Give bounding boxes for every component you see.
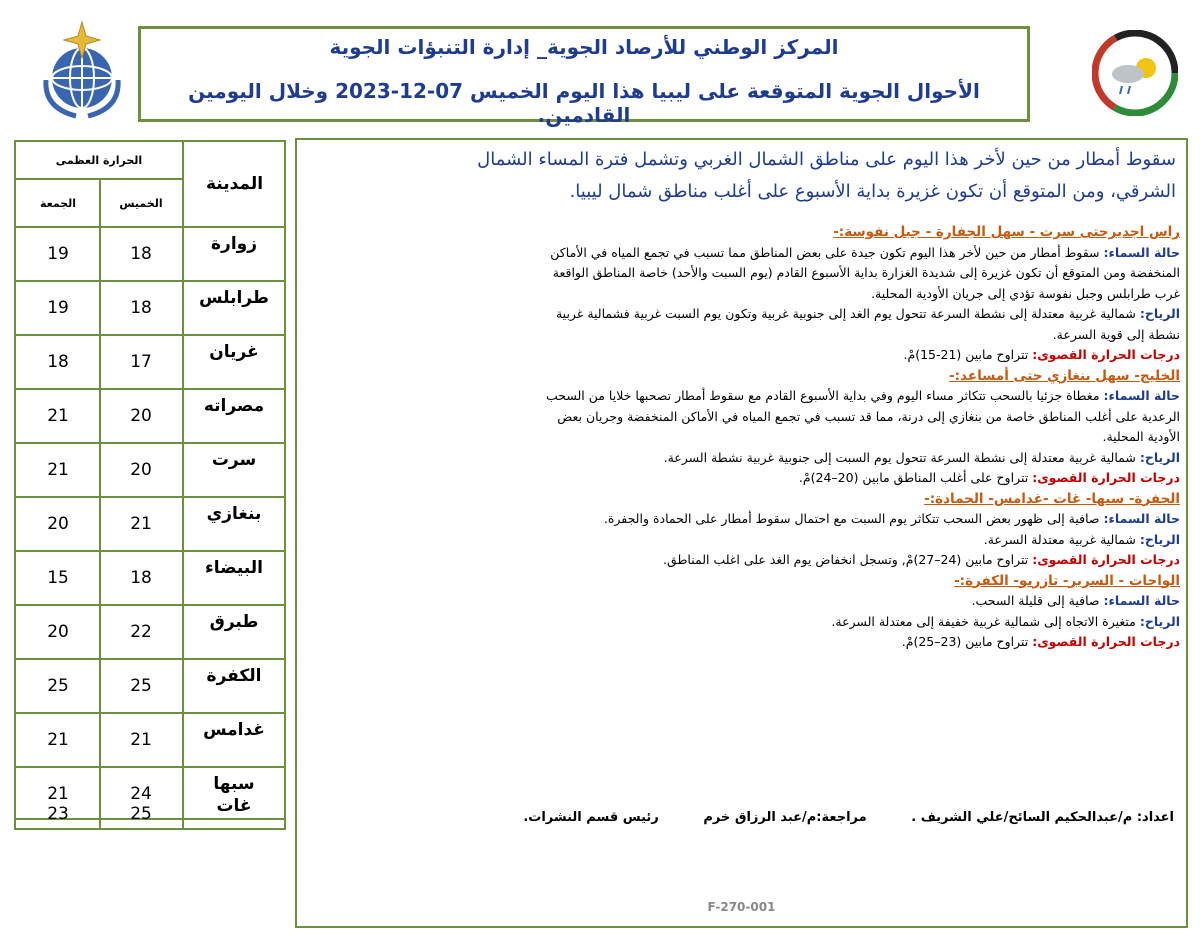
sky-text: مغطاة جزئيا بالسحب تتكاثر مساء اليوم وفي بداية الأسبوع القادم مع سقوط أمطار تصحبها خلايا من السحب (545, 388, 1104, 403)
thursday-temp: 24 (130, 784, 152, 804)
friday-temp: 18 (47, 352, 69, 372)
friday-temp: 20 (47, 514, 69, 534)
text-line (305, 448, 1180, 469)
thursday-header: الخميس (119, 196, 163, 210)
table-row (16, 606, 284, 660)
forecast-summary (309, 144, 1176, 208)
text-line (305, 304, 1180, 325)
text-line (305, 243, 1180, 264)
friday-temp: 21 (47, 784, 69, 804)
max-temperature-table (14, 140, 286, 830)
forecast-body (305, 222, 1180, 653)
forecast-panel (295, 138, 1188, 928)
friday-temp: 15 (47, 568, 69, 588)
wind-label: الرياح: (1139, 449, 1180, 465)
text-line (305, 509, 1180, 530)
thursday-temp: 17 (130, 352, 152, 372)
text-line (305, 345, 1180, 366)
sky-label: حالة السماء: (1103, 244, 1180, 260)
friday-temp: 21 (47, 460, 69, 480)
header-title-box (138, 26, 1030, 127)
temp-label: درجات الحرارة القصوى: (1032, 347, 1180, 362)
wind-text: شمالية غربية معتدلة إلى نشطة السرعة تتحول يوم الغد إلى جنوبية غربية وتكون يوم السبت غربية فشمالية غربية (555, 306, 1140, 321)
temp-label: درجات الحرارة القصوى: (1032, 634, 1180, 649)
sky-text: سقوط أمطار من حين لأخر هذا اليوم تكون جيدة على بعض المناطق مما تسبب في تجمع المياه في الأماكن (550, 244, 1104, 260)
text-line: نشطة إلى قوية السرعة. (1052, 326, 1180, 342)
text-line (305, 530, 1180, 551)
reviewed-by: مراجعة:م/عبد الرزاق خرم (703, 810, 867, 825)
city-name: طبرق (209, 612, 259, 632)
region-heading-line (305, 571, 1180, 592)
header-title: المركز الوطني للأرصاد الجوية_ إدارة التنبؤات الجوية (329, 35, 839, 59)
ncm-logo (1092, 30, 1178, 116)
friday-header: الجمعة (39, 196, 77, 210)
city-name: غات (216, 796, 252, 816)
table-row (16, 498, 284, 552)
friday-temp: 19 (47, 244, 69, 264)
temp-text: تتراوح مابين (23–25)مْ. (901, 634, 1033, 649)
temp-label: درجات الحرارة القصوى: (1032, 470, 1180, 485)
region-title: راس اجديرحتى سرت - سهل الجفارة - جبل نفوسة:- (833, 224, 1180, 240)
wind-label: الرياح: (1139, 306, 1180, 321)
text-line (305, 612, 1180, 633)
sky-label: حالة السماء: (1103, 388, 1180, 403)
friday-temp: 21 (47, 730, 69, 750)
table-row (16, 228, 284, 282)
text-line (305, 386, 1180, 407)
sky-label: حالة السماء: (1103, 511, 1180, 526)
text-line: الأودية المحلية. (1102, 429, 1180, 444)
wind-label: الرياح: (1139, 531, 1180, 547)
wind-text: شمالية غربية معتدلة السرعة. (983, 531, 1140, 547)
thursday-temp: 18 (130, 568, 152, 588)
department-head: رئيس قسم النشرات. (523, 810, 659, 825)
friday-temp: 25 (47, 676, 69, 696)
thursday-temp: 25 (130, 804, 152, 824)
city-name: مصراته (203, 396, 265, 416)
thursday-temp: 20 (130, 460, 152, 480)
friday-temp: 23 (47, 804, 69, 824)
region-title: الجفرة- سبها- غات -غدامس- الحمادة:- (924, 490, 1180, 507)
wind-text: متغيرة الاتجاه إلى شمالية غربية خفيفة إلى معتدلة السرعة. (831, 613, 1140, 629)
text-line (305, 632, 1180, 653)
max-temp-header: الحرارة العظمى (55, 153, 143, 167)
city-name: غريان (209, 342, 259, 362)
city-header: المدينة (205, 174, 264, 194)
city-name: بنغازي (206, 504, 262, 524)
temp-label: درجات الحرارة القصوى: (1032, 552, 1180, 567)
wind-text: شمالية غربية معتدلة إلى نشطة السرعة تتحول يوم السبت إلى جنوبية غربية نشطة السرعة. (663, 449, 1140, 465)
thursday-temp: 18 (130, 244, 152, 264)
sky-text: صافية إلى ظهور بعض السحب تتكاثر يوم السبت مع احتمال سقوط أمطار على الحمادة والجفرة. (603, 511, 1104, 526)
temp-text: تتراوح مابين (21-15)مْ. (903, 347, 1033, 362)
thursday-temp: 20 (130, 406, 152, 426)
wind-label: الرياح: (1139, 613, 1180, 629)
summary-line: سقوط أمطار من حين لأخر هذا اليوم على مناطق الشمال الغربي وتشمل فترة المساء الشمال (477, 149, 1176, 170)
temp-text: تتراوح على أغلب المناطق مابين (20–24)مْ. (798, 470, 1033, 485)
temp-text: تتراوح مابين (24–27)مْ, وتسجل انخفاض يوم الغد على اغلب المناطق. (663, 552, 1033, 567)
region-heading-line (305, 366, 1180, 387)
thursday-temp: 25 (130, 676, 152, 696)
region-heading-line (305, 222, 1180, 243)
sky-text: صافية إلى قليلة السحب. (971, 593, 1104, 608)
sky-label: حالة السماء: (1103, 593, 1180, 608)
friday-temp: 20 (47, 622, 69, 642)
thursday-temp: 18 (130, 298, 152, 318)
text-line: الرعدية على أغلب المناطق خاصة من بنغازي إلى درنة، مما قد تسبب في تجمع المياه في الأماكن المنخفضة وجريان بعض (557, 408, 1180, 424)
city-name: زوارة (211, 234, 258, 254)
table-row (16, 714, 284, 768)
summary-line: الشرقي، ومن المتوقع أن تكون غزيرة بداية الأسبوع على أغلب مناطق شمال ليبيا. (569, 181, 1176, 202)
region-title: الخليج- سهل بنغازي حتى أمساعد:- (949, 367, 1180, 384)
region-title: الواحات - السرير- تازربو- الكفرة:- (954, 572, 1180, 589)
prepared-by: اعداد: م/عبدالحكيم السائح/علي الشريف . (911, 810, 1174, 825)
table-row (16, 796, 284, 836)
friday-temp: 21 (47, 406, 69, 426)
text-line: غرب طرابلس وجبل نفوسة تؤدي إلى جريان الأودية المحلية. (871, 285, 1180, 301)
region-heading-line (305, 489, 1180, 510)
credits (417, 810, 1174, 825)
city-name: طرابلس (199, 288, 269, 308)
city-name: سرت (211, 450, 257, 470)
table-row (16, 444, 284, 498)
text-line (305, 468, 1180, 489)
text-line: المنخفضة ومن المتوقع أن تكون غزيرة إلى شديدة الغزارة بداية الأسبوع القادم (يوم السبت والأحد) خاصة المناطق الواقعة (552, 265, 1180, 280)
table-row (16, 660, 284, 714)
form-code: F-270-001 (707, 900, 776, 914)
thursday-temp: 21 (130, 514, 152, 534)
header-subtitle: الأحوال الجوية المتوقعة على ليبيا هذا اليوم الخميس 07-12-2023 وخلال اليومين القادمين. (188, 79, 980, 127)
thursday-temp: 21 (130, 730, 152, 750)
city-name: سبها (213, 774, 255, 794)
table-row (16, 336, 284, 390)
city-name: غدامس (203, 720, 265, 740)
thursday-temp: 22 (130, 622, 152, 642)
table-row (16, 552, 284, 606)
city-name: الكفرة (206, 666, 262, 686)
text-line (305, 591, 1180, 612)
city-name: البيضاء (205, 558, 263, 578)
wmo-logo (32, 20, 132, 120)
text-line (305, 550, 1180, 571)
table-row (16, 282, 284, 336)
table-row (16, 390, 284, 444)
friday-temp: 19 (47, 298, 69, 318)
